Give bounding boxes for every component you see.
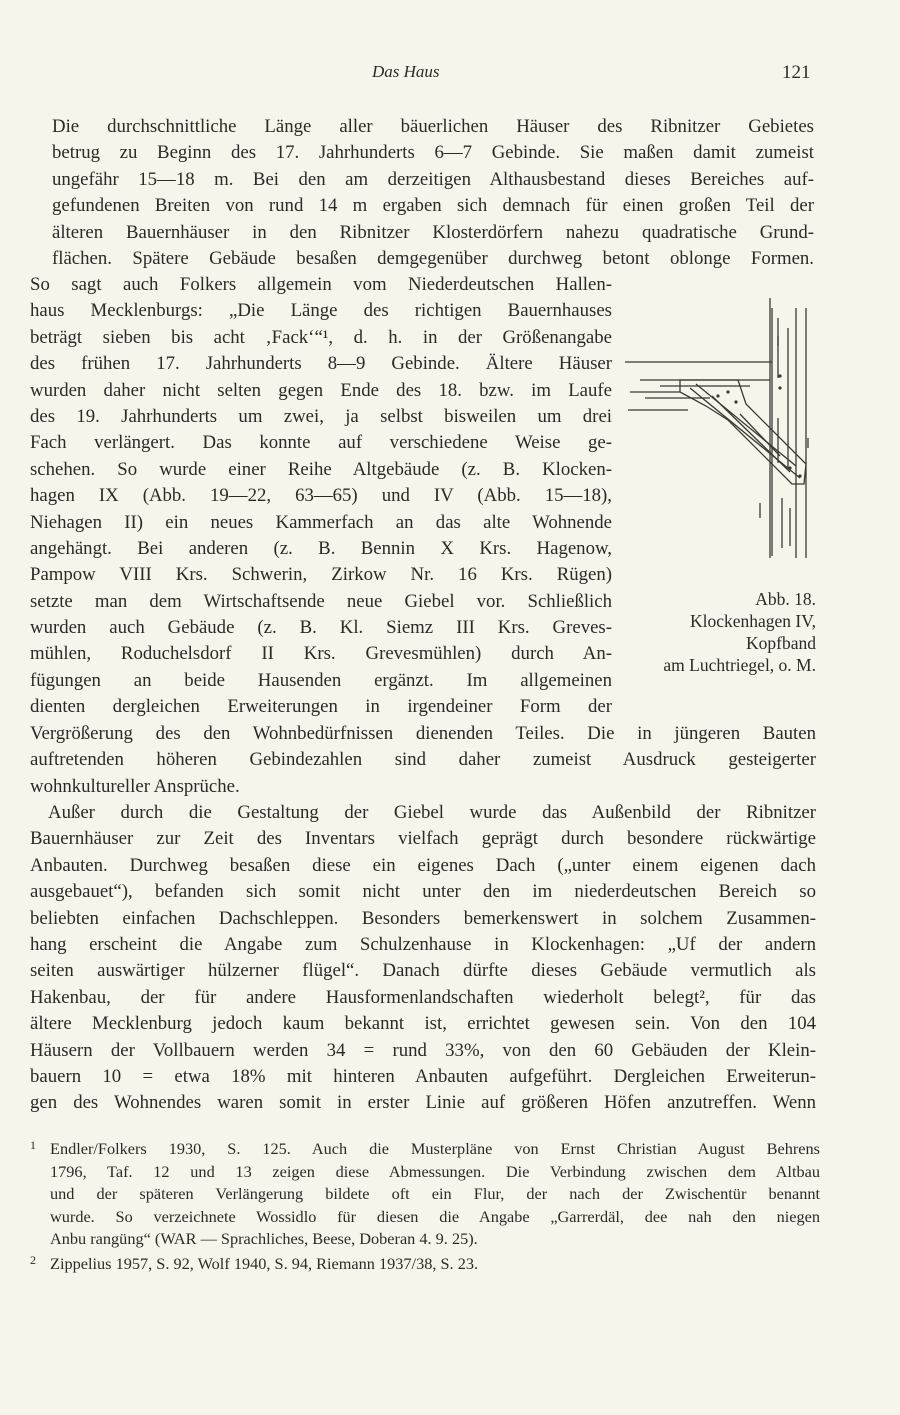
paragraph-1-intro: [52, 114, 814, 272]
text-line: ausgebauet“), befanden sich somit nicht unter den im niederdeutschen Bereich so: [30, 881, 816, 903]
running-header-title: Das Haus: [372, 62, 440, 81]
text-line: Fach verlängert. Das konnte auf verschiedene Weise ge-: [30, 432, 612, 454]
text-line: seiten auswärtiger hülzerner flügel“. Danach dürfte dieses Gebäude vermutlich als: [30, 960, 816, 982]
text-line: gefundenen Breiten von rund 14 m ergaben sich demnach für einen großen Teil der: [52, 195, 814, 217]
footnote-line: Anbu rangüng“ (WAR — Sprachliches, Beese, Doberan 4. 9. 25).: [50, 1229, 478, 1249]
footnote-2: [30, 1253, 820, 1276]
footnote-1: [30, 1138, 820, 1251]
paragraph-1-wrap: [30, 272, 612, 721]
text-line: älteren Bauernhäuser in den Ribnitzer Klosterdörfern nahezu quadratische Grund-: [52, 221, 814, 243]
text-line: Außer durch die Gestaltung der Giebel wurde das Außenbild der Ribnitzer: [48, 802, 816, 823]
text-line: wurden auch Gebäude (z. B. Kl. Siemz III Krs. Greves-: [30, 617, 612, 639]
text-line: ungefähr 15—18 m. Bei den am derzeitigen Althausbestand dieses Bereiches auf-: [52, 168, 814, 190]
text-line: wohnkultureller Ansprüche.: [30, 775, 240, 797]
text-line: des 19. Jahrhunderts um zwei, ja selbst bisweilen um drei: [30, 405, 612, 427]
footnote-line: 1796, Taf. 12 und 13 zeigen diese Abmessungen. Die Verbindung zwischen dem Altbau: [50, 1161, 820, 1181]
footnote-marker: 1: [30, 1138, 36, 1152]
footnote-line: und der späteren Verlängerung bildete oft ein Flur, der nach der Zwischentür benannt: [50, 1184, 820, 1204]
text-line: beträgt sieben bis acht ‚Fack‘“¹, d. h. in der Größenangabe: [30, 326, 612, 348]
text-line: Pampow VIII Krs. Schwerin, Zirkow Nr. 16 Krs. Rügen): [30, 564, 612, 586]
text-line: ältere Mecklenburg jedoch kaum bekannt ist, errichtet gewesen sein. Von den 104: [30, 1013, 816, 1035]
paragraph-1-tail: [30, 721, 816, 800]
text-line: hang erscheint die Angabe zum Schulzenhause in Klockenhagen: „Uf der andern: [30, 933, 816, 955]
footnote-line: wurde. So verzeichnete Wossidlo für diesen die Angabe „Garrerdäl, dee nah den niegen: [50, 1206, 820, 1226]
text-line: flächen. Spätere Gebäude besaßen demgegenüber durchweg betont oblonge Formen.: [52, 247, 814, 269]
text-line: gen des Wohnendes waren somit in erster Linie auf größeren Höfen anzutreffen. Wenn: [30, 1092, 816, 1114]
text-line: wurden daher nicht selten gegen Ende des 18. bzw. im Laufe: [30, 379, 612, 401]
paragraph-2: [30, 800, 816, 1117]
text-line: bauern 10 = etwa 18% mit hinteren Anbauten aufgeführt. Dergleichen Erweiterun-: [30, 1065, 816, 1087]
text-line: angehängt. Bei anderen (z. B. Bennin X Krs. Hagenow,: [30, 537, 612, 559]
footnote-line: Endler/Folkers 1930, S. 125. Auch die Musterpläne von Ernst Christian August Behrens: [50, 1139, 820, 1158]
text-line: schehen. So wurde einer Reihe Altgebäude (z. B. Klocken-: [30, 458, 612, 480]
text-line: Die durchschnittliche Länge aller bäuerlichen Häuser des Ribnitzer Gebietes: [52, 116, 814, 137]
page-number: 121: [782, 62, 811, 83]
kopfband-drawing: [620, 288, 820, 568]
text-line: des frühen 17. Jahrhunderts 8—9 Gebinde. Ältere Häuser: [30, 353, 612, 375]
text-line: dienten dergleichen Erweiterungen in irgendeiner Form der: [30, 696, 612, 718]
figure-caption: [620, 588, 816, 676]
caption-line: Abb. 18.: [755, 589, 816, 609]
footnote-marker: 2: [30, 1252, 36, 1267]
caption-line: am Luchtriegel, o. M.: [663, 655, 816, 675]
text-line: haus Mecklenburgs: „Die Länge des richtigen Bauernhauses: [30, 300, 612, 322]
text-line: Häusern der Vollbauern werden 34 = rund 33%, von den 60 Gebäuden der Klein-: [30, 1039, 816, 1061]
text-line: mühlen, Roduchelsdorf II Krs. Grevesmühlen) durch An-: [30, 643, 612, 665]
text-line: Niehagen II) ein neues Kammerfach an das alte Wohnende: [30, 511, 612, 533]
text-line: auftretenden höheren Gebindezahlen sind daher zumeist Ausdruck gesteigerter: [30, 749, 816, 771]
caption-line: Klockenhagen IV,: [689, 611, 816, 631]
footnotes: [30, 1138, 820, 1276]
text-line: So sagt auch Folkers allgemein vom Niederdeutschen Hallen-: [30, 274, 612, 295]
text-line: beliebten einfachen Dachschleppen. Besonders bemerkenswert in solchem Zusammen-: [30, 907, 816, 929]
text-line: betrug zu Beginn des 17. Jahrhunderts 6—7 Gebinde. Sie maßen damit zumeist: [52, 142, 814, 164]
text-line: Bauernhäuser zur Zeit des Inventars vielfach geprägt durch besondere rückwärtige: [30, 828, 816, 850]
text-line: Anbauten. Durchweg besaßen diese ein eigenes Dach („unter einem eigenen dach: [30, 854, 816, 876]
text-line: Hakenbau, der für andere Hausformenlandschaften wiederholt belegt², für das: [30, 986, 816, 1008]
text-line: hagen IX (Abb. 19—22, 63—65) und IV (Abb. 15—18),: [30, 485, 612, 507]
text-line: Vergrößerung des den Wohnbedürfnissen dienenden Teiles. Die in jüngeren Bauten: [30, 723, 816, 744]
caption-line: Kopfband: [746, 633, 816, 653]
text-line: fügungen an beide Hausenden ergänzt. Im allgemeinen: [30, 669, 612, 691]
footnote-line: Zippelius 1957, S. 92, Wolf 1940, S. 94, Riemann 1937/38, S. 23.: [50, 1253, 479, 1273]
text-line: setzte man dem Wirtschaftsende neue Giebel vor. Schließlich: [30, 590, 612, 612]
